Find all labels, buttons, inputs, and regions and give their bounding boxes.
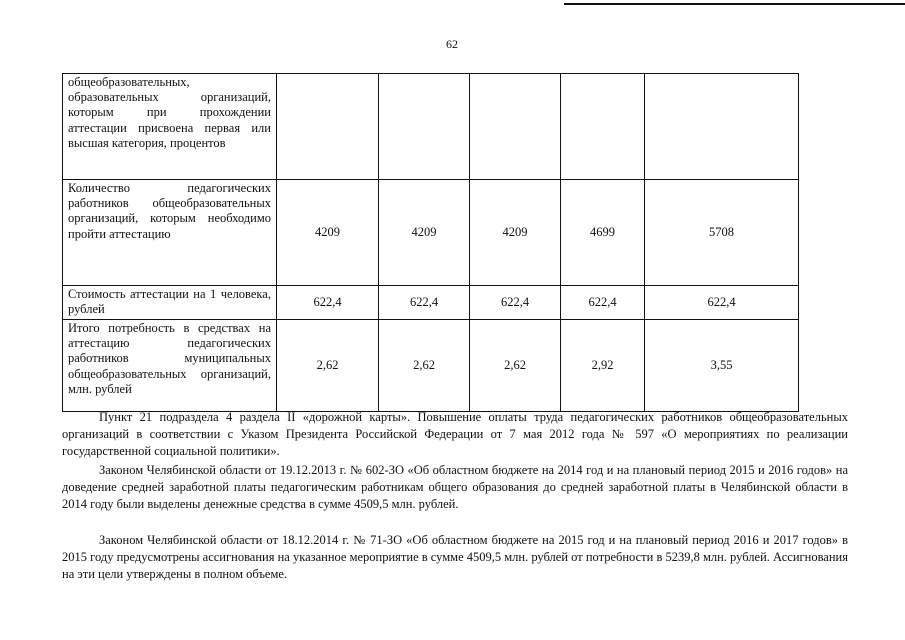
- table-cell: 5708: [645, 180, 799, 286]
- paragraph: Пункт 21 подраздела 4 раздела II «дорожной карты». Повышение оплаты труда педагогических работников общеобразовательных организаций в соответствии с Указом Президента Российской Федерации от 7 мая 2012 года № 597 «О мероприятиях по реализации государственной социальной политики».: [62, 410, 848, 458]
- table-cell: [470, 74, 561, 180]
- page-number: 62: [446, 37, 458, 51]
- table-cell: 4209: [379, 180, 470, 286]
- table-cell: [561, 74, 645, 180]
- paragraph: Законом Челябинской области от 19.12.2013 г. № 602-ЗО «Об областном бюджете на 2014 год и на плановый период 2015 и 2016 годов» на доведение средней заработной платы педагогическим работникам общего образования до средней заработной платы в Челябинской области в 2014 году были выделены денежные средства в сумме 4509,5 млн. рублей.: [62, 463, 848, 511]
- table-cell: 622,4: [379, 286, 470, 320]
- table-cell: 2,62: [470, 320, 561, 412]
- table-cell: [645, 74, 799, 180]
- table-cell-label: Количество педагогических работников общеобразовательных организаций, которым необходимо пройти аттестацию: [63, 180, 277, 286]
- data-table: [62, 73, 799, 412]
- table-cell: 4209: [470, 180, 561, 286]
- page-top-rule: [564, 3, 905, 5]
- table-row: [63, 286, 799, 320]
- table-cell: 622,4: [277, 286, 379, 320]
- table-row: [63, 74, 799, 180]
- table-cell: 4209: [277, 180, 379, 286]
- table-cell: 622,4: [561, 286, 645, 320]
- table-cell: 622,4: [470, 286, 561, 320]
- table-cell: 2,62: [277, 320, 379, 412]
- table-cell: [379, 74, 470, 180]
- table-row: [63, 180, 799, 286]
- table-cell: [277, 74, 379, 180]
- table-cell: 3,55: [645, 320, 799, 412]
- table-cell-label: Стоимость аттестации на 1 человека, рублей: [63, 286, 277, 320]
- table-cell: 622,4: [645, 286, 799, 320]
- table-cell: 2,92: [561, 320, 645, 412]
- paragraph: Законом Челябинской области от 18.12.2014 г. № 71-ЗО «Об областном бюджете на 2015 год и на плановый период 2016 и 2017 годов» в 2015 году предусмотрены ассигнования на указанное мероприятие в сумме 4509,5 млн. рублей от потребности в 5239,8 млн. рублей. Ассигнования на эти цели утверждены в полном объеме.: [62, 533, 848, 581]
- table-cell: 4699: [561, 180, 645, 286]
- table-cell: 2,62: [379, 320, 470, 412]
- table-cell-label: общеобразовательных, образовательных организаций, которым при прохождении аттестации присвоена первая или высшая категория, процентов: [63, 74, 277, 180]
- table-cell-label: Итого потребность в средствах на аттестацию педагогических работников муниципальных общеобразовательных организаций, млн. рублей: [63, 320, 277, 412]
- table-row: [63, 320, 799, 412]
